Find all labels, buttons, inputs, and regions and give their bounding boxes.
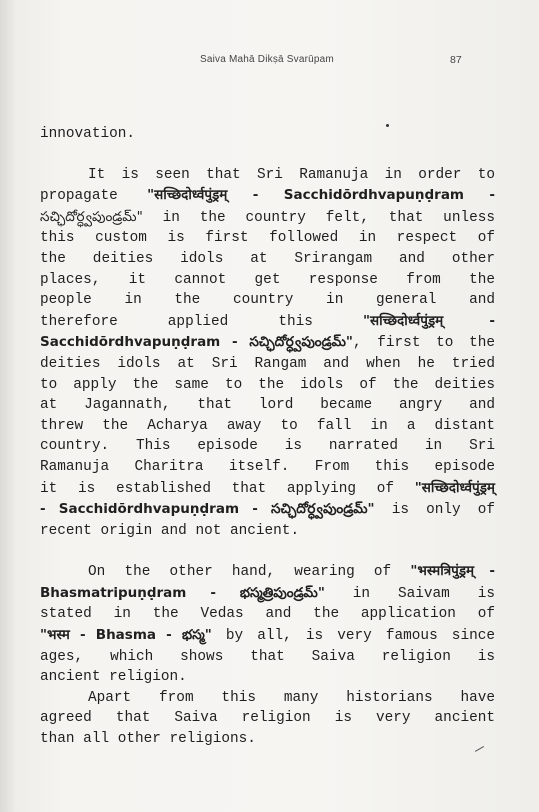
text-line: deities idols at Sri Rangam and when he tried xyxy=(40,355,495,372)
term-telugu: సచ్ఛిదోర్ధ్వపుండ్రమ్" xyxy=(40,208,143,225)
text-line: innovation. xyxy=(40,126,135,142)
text-line: the deities idols at Srirangam and other xyxy=(40,250,495,267)
text-line: people in the country in general and xyxy=(40,292,495,309)
term-devanagari-bhasmatripundram: "भस्मत्रिपुंड्रम् - xyxy=(410,563,495,580)
paragraph-gap xyxy=(40,541,495,561)
text-line: to apply the same to the idols of the deities xyxy=(40,376,495,393)
term-bhasma: "भस्म - Bhasma - భస్మ" xyxy=(40,627,212,644)
text-line: stated in the Vedas and the application of xyxy=(40,606,495,623)
text-line: Ramanuja Charitra itself. From this episode xyxy=(40,458,495,475)
text-line: Apart from this many historians have xyxy=(88,689,495,706)
text-line: threw the Acharya away to fall in a distant xyxy=(40,417,495,434)
running-title: Saiva Mahā Dikṣā Svarūpam xyxy=(200,54,334,65)
text-line: recent origin and not ancient. xyxy=(40,522,300,539)
text-span: therefore applied this xyxy=(40,313,363,330)
text-line xyxy=(40,561,495,583)
text-span: On the other hand, wearing of xyxy=(88,564,411,581)
term-devanagari: "सच्छिदोर्ध्वपुंड्रम् - xyxy=(362,312,495,329)
text-span: propagate xyxy=(40,188,148,205)
page-header xyxy=(0,54,539,70)
text-line xyxy=(40,625,495,647)
text-line: at Jagannath, that lord became angry and xyxy=(40,397,495,414)
text-line xyxy=(40,583,495,605)
text-line: It is seen that Sri Ramanuja in order to xyxy=(88,166,495,183)
text-line: than all other religions. xyxy=(40,731,256,748)
term-transliteration: Sacchidōrdhvapuṇḍram - సచ్ఛిదోర్ధ్వపుండ్రమ్" xyxy=(40,334,353,351)
term-transliteration: Bhasmatripuṇḍram - భస్మత్రిపుండ్రమ్" xyxy=(40,584,325,601)
text-line xyxy=(40,311,495,333)
text-line xyxy=(40,185,495,207)
page-edge-shadow xyxy=(0,0,14,812)
text-line xyxy=(40,478,495,500)
page-number: 87 xyxy=(450,54,462,66)
text-line xyxy=(40,332,495,354)
paragraph-gap xyxy=(40,145,495,165)
term-devanagari-sacchidordhvapundram: "सच्छिदोर्ध्वपुंड्रम् - Sacchidōrdhvapuṇḍram - xyxy=(147,187,496,204)
text-line: agreed that Saiva religion is very ancient xyxy=(40,710,495,727)
text-span: , first to the xyxy=(352,335,496,352)
term-transliteration: - Sacchidōrdhvapuṇḍram - సచ్ఛిదోర్ధ్వపుండ్రమ్" xyxy=(40,501,375,518)
text-line xyxy=(40,499,495,521)
text-span: in Saivam is xyxy=(324,585,495,602)
text-line: places, it cannot get response from the xyxy=(40,271,495,288)
text-line: ancient religion. xyxy=(40,669,187,686)
term-devanagari: "सच्छिदोर्ध्वपुंड्रम् xyxy=(414,479,495,496)
text-span: it is established that applying of xyxy=(40,480,415,497)
text-span: by all, is very famous since xyxy=(211,628,495,645)
text-span: is only of xyxy=(374,502,495,519)
body-text xyxy=(40,124,495,750)
text-line: ages, which shows that Saiva religion is xyxy=(40,648,495,665)
text-line: this custom is first followed in respect of xyxy=(40,230,495,247)
text-line xyxy=(40,207,495,229)
text-span: in the country felt, that unless xyxy=(142,209,495,226)
text-line: country. This episode is narrated in Sri xyxy=(40,438,495,455)
